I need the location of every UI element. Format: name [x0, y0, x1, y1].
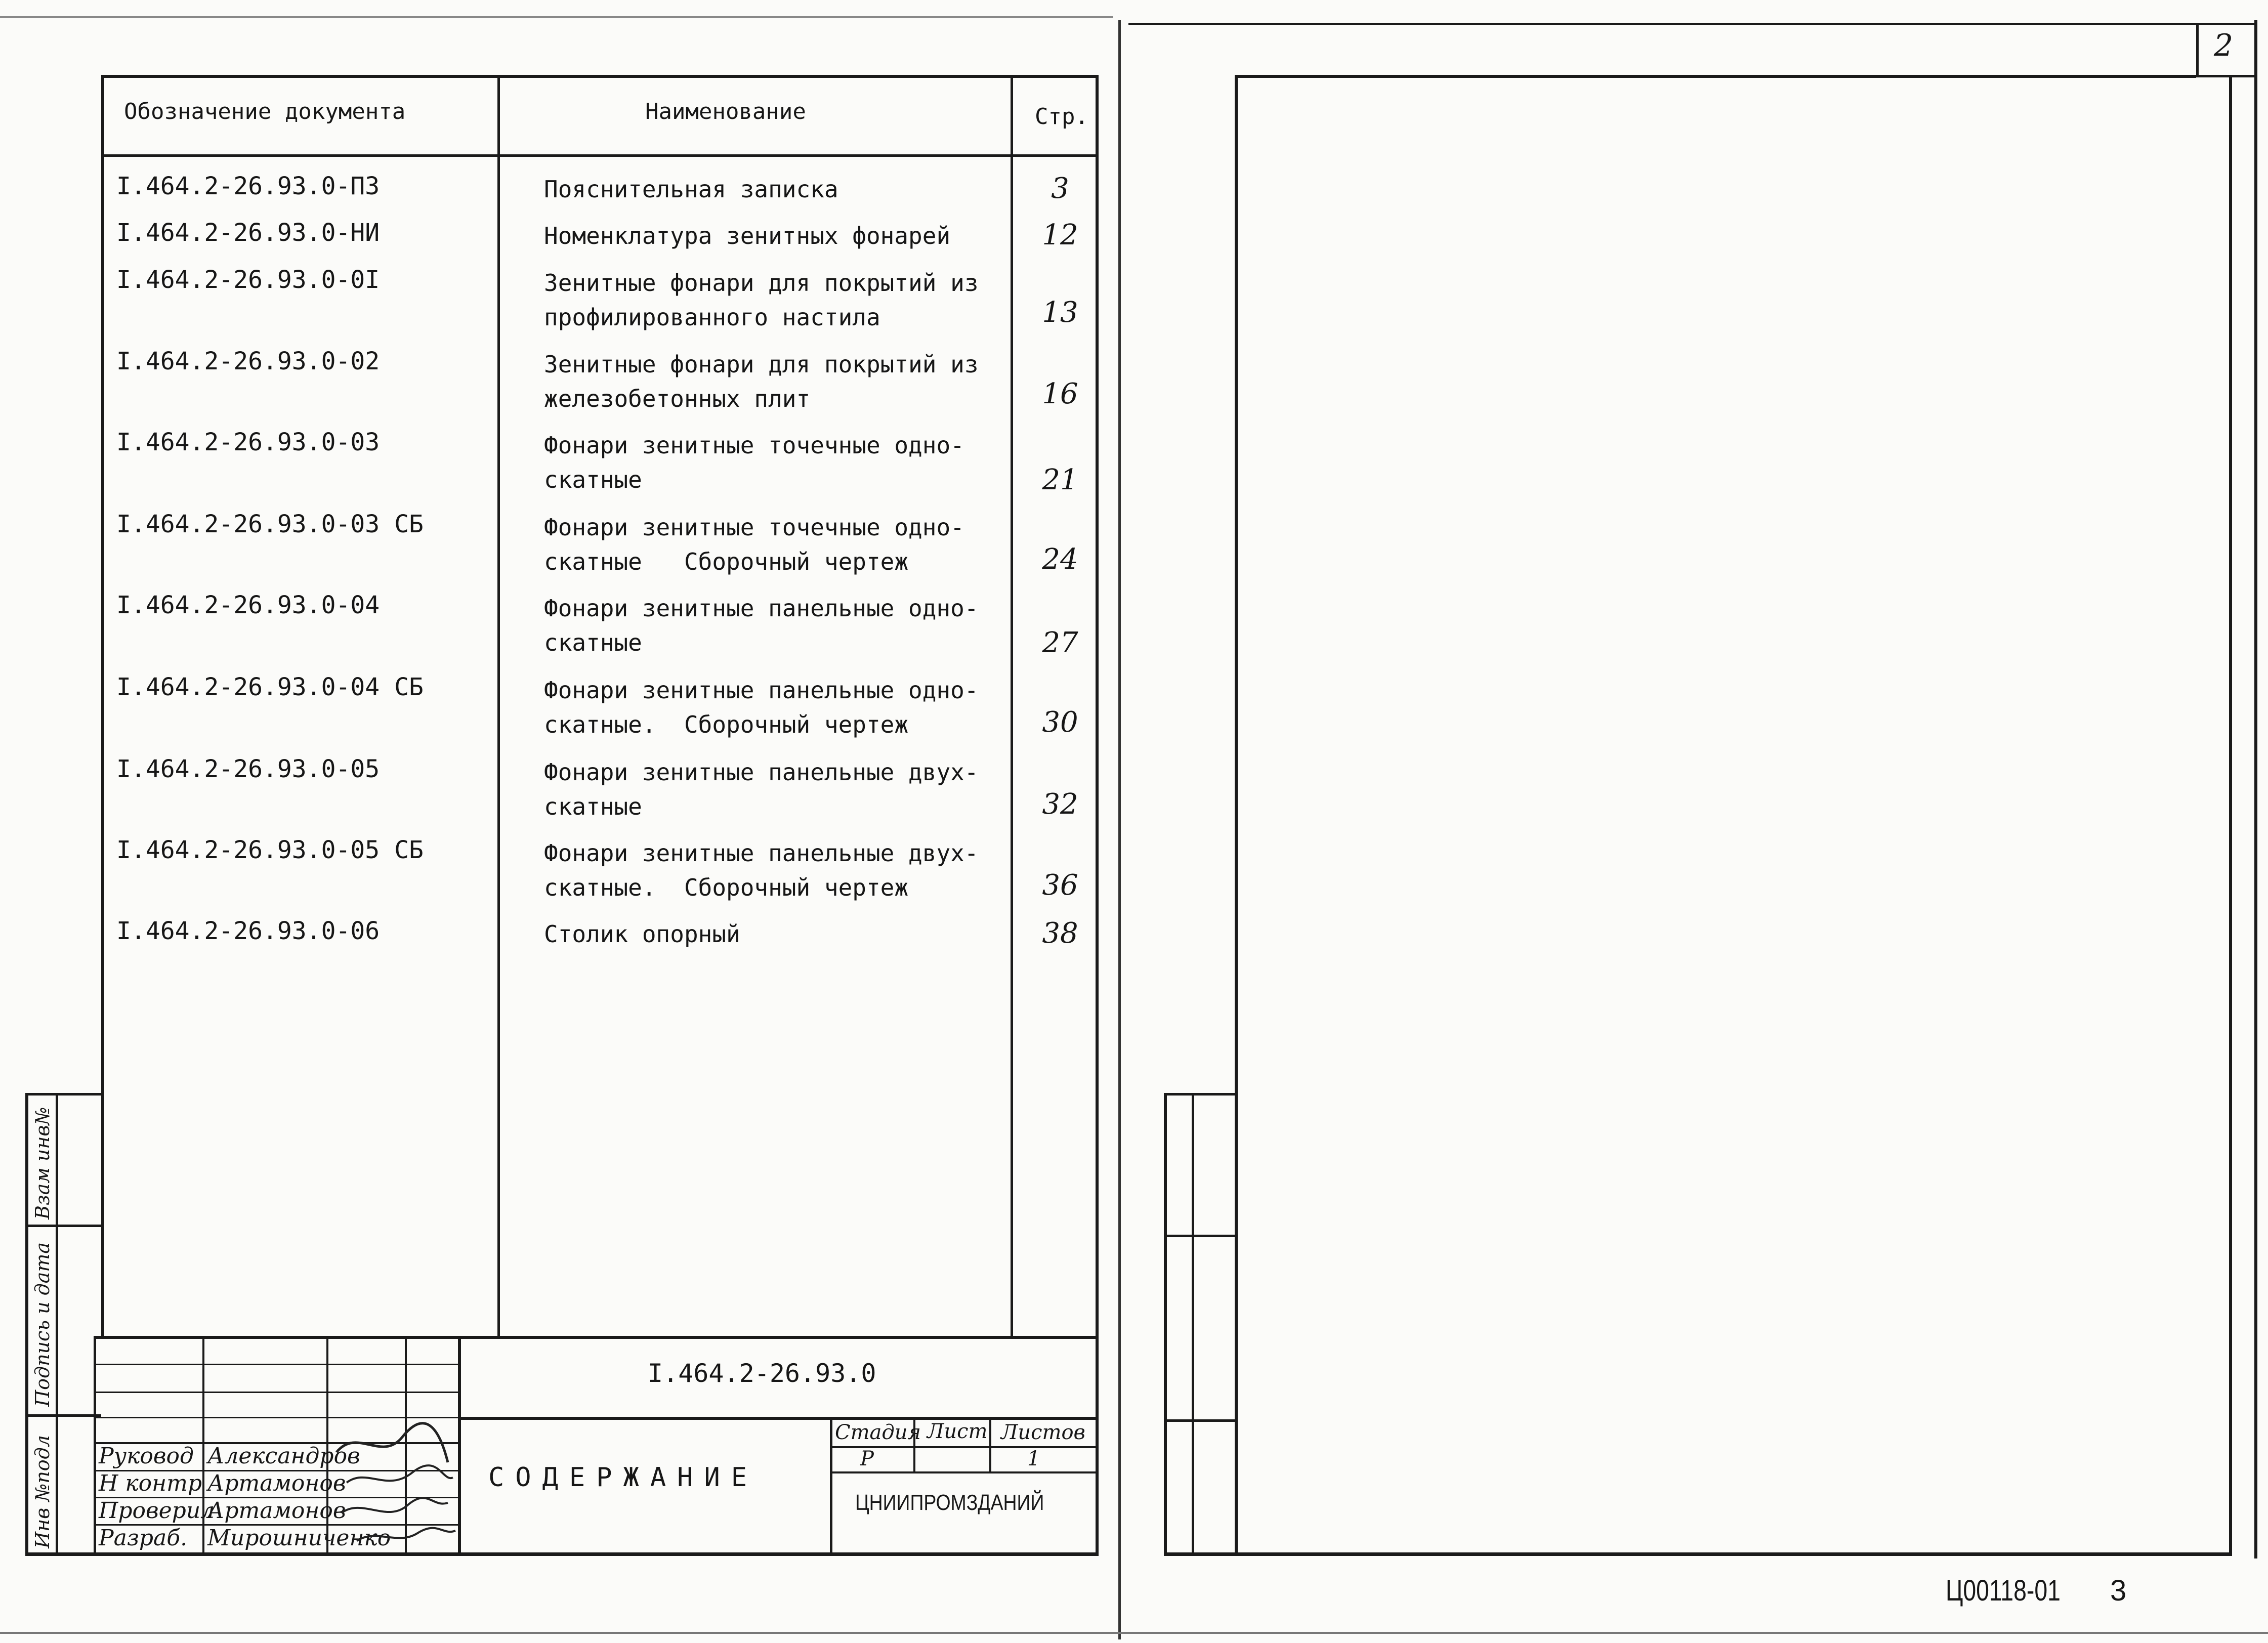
side-label-inv-vzam: Взам инв№ [31, 1107, 54, 1219]
row-name: Фонари зенитные панельные одно- скатные [544, 595, 979, 656]
stamp-stage-label: Стадия [835, 1421, 921, 1444]
side-label-podpis-data: Подпись и дата [31, 1242, 54, 1407]
header-designation: Обозначение документа [124, 99, 406, 124]
row-code: I.464.2-26.93.0-НИ [116, 219, 380, 247]
row-page: 21 [1042, 464, 1078, 496]
row-name: Фонари зенитные точечные одно- скатные Сборочный чертеж [544, 514, 964, 575]
row-code: I.464.2-26.93.0-05 СБ [116, 836, 424, 864]
stamp-sheets-label: Листов [1001, 1421, 1085, 1444]
stamp-title: СОДЕРЖАНИЕ [488, 1462, 759, 1493]
sign-role-2: Н контр [99, 1470, 202, 1496]
page-number: 2 [2214, 28, 2234, 63]
row-page: 16 [1042, 377, 1078, 410]
row-page: 30 [1042, 706, 1078, 739]
header-name: Наименование [645, 99, 806, 124]
row-code: I.464.2-26.93.0-0I [116, 266, 380, 294]
stamp-org: ЦНИИПРОМЗДАНИЙ [855, 1490, 1044, 1515]
row-code: I.464.2-26.93.0-04 СБ [116, 673, 424, 701]
row-page: 38 [1042, 917, 1078, 950]
signature-scribbles [326, 1407, 463, 1553]
row-name: Столик опорный [544, 920, 740, 948]
row-code: I.464.2-26.93.0-03 СБ [116, 510, 424, 538]
stamp-doc-code: I.464.2-26.93.0 [648, 1359, 876, 1388]
sign-name-1: Александров [207, 1443, 360, 1469]
row-page: 27 [1042, 626, 1078, 659]
header-page: Стр. [1035, 104, 1088, 130]
sign-role-1: Руковод [99, 1443, 194, 1469]
row-code: I.464.2-26.93.0-ПЗ [116, 172, 380, 200]
row-name: Фонари зенитные панельные двух- скатные. Сборочный чертеж [544, 839, 979, 901]
row-code: I.464.2-26.93.0-02 [116, 347, 380, 375]
row-name: Фонари зенитные панельные двух- скатные [544, 759, 979, 820]
sign-name-2: Артамонов [207, 1470, 346, 1496]
scan-edge-line [0, 1632, 2268, 1634]
row-name: Номенклатура зенитных фонарей [544, 222, 951, 249]
stamp-sheet-value: 1 [1027, 1447, 1040, 1470]
footer-code: Ц00118-01 [1946, 1574, 2061, 1607]
sign-name-4: Мирошниченко [207, 1525, 391, 1551]
row-page: 36 [1042, 869, 1078, 902]
sign-role-3: Проверил [99, 1498, 215, 1524]
row-page: 32 [1042, 788, 1078, 821]
sign-role-4: Разраб. [99, 1525, 188, 1551]
row-code: I.464.2-26.93.0-06 [116, 917, 380, 945]
footer-page: 3 [2110, 1574, 2127, 1607]
stamp-stage-value: Р [860, 1447, 874, 1470]
row-name: Зенитные фонари для покрытий из профилированного настила [544, 269, 979, 331]
row-name: Фонари зенитные панельные одно- скатные. Сборочный чертеж [544, 677, 979, 738]
row-name: Фонари зенитные точечные одно- скатные [544, 432, 964, 493]
row-code: I.464.2-26.93.0-03 [116, 428, 380, 456]
row-page: 24 [1042, 543, 1078, 576]
row-code: I.464.2-26.93.0-04 [116, 591, 380, 619]
row-page: 12 [1042, 219, 1078, 251]
row-name: Пояснительная записка [544, 176, 838, 203]
row-page: 13 [1042, 296, 1078, 329]
row-page: 3 [1051, 172, 1069, 205]
side-label-inv-podl: Инв №подл [31, 1435, 54, 1548]
row-code: I.464.2-26.93.0-05 [116, 755, 380, 783]
sign-name-3: Артамонов [207, 1498, 346, 1524]
row-name: Зенитные фонари для покрытий из железобетонных плит [544, 351, 979, 412]
stamp-sheet-label: Лист [927, 1420, 988, 1443]
